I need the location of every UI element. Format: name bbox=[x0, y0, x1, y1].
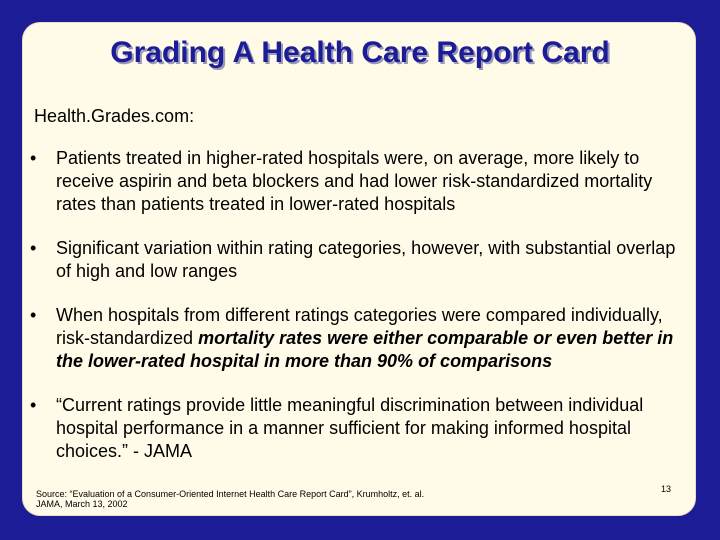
bullet-item bbox=[30, 304, 695, 373]
bullet-text: When hospitals from different ratings categories were compared individually, risk-standardized bbox=[56, 305, 663, 348]
source-line-1: Source: “Evaluation of a Consumer-Oriented Internet Health Care Report Card”, Krumholtz, et. al. bbox=[36, 489, 425, 499]
bullet-marker: • bbox=[30, 238, 37, 258]
intro-text: Health.Grades.com: bbox=[34, 106, 195, 126]
page-number: 13 bbox=[661, 484, 672, 494]
slide-title: Grading A Health Care Report Card bbox=[110, 36, 610, 69]
bullet-marker: • bbox=[30, 148, 37, 168]
bullet-marker: • bbox=[30, 305, 37, 325]
bullet-item bbox=[30, 147, 695, 216]
source-line-2: JAMA, March 13, 2002 bbox=[36, 499, 128, 509]
bullet-item bbox=[30, 394, 695, 463]
bullet-item bbox=[30, 237, 695, 283]
bullet-marker: • bbox=[30, 395, 37, 415]
bullet-list bbox=[30, 147, 695, 484]
bullet-emphasis-text: mortality rates were either comparable or even better in the lower-rated hospital in more than 90% of comparisons bbox=[56, 328, 674, 371]
bullet-text: Significant variation within rating categories, however, with substantial overlap of high and low ranges bbox=[56, 238, 676, 281]
source-citation bbox=[36, 489, 424, 509]
bullet-text: “Current ratings provide little meaningful discrimination between individual hospital performance in a manner sufficient for making informed hospital choices.” - JAMA bbox=[56, 395, 644, 461]
bullet-text: Patients treated in higher-rated hospitals were, on average, more likely to receive aspirin and beta blockers and had lower risk-standardized mortality rates than patients treated in lower-rated hospitals bbox=[56, 148, 653, 214]
